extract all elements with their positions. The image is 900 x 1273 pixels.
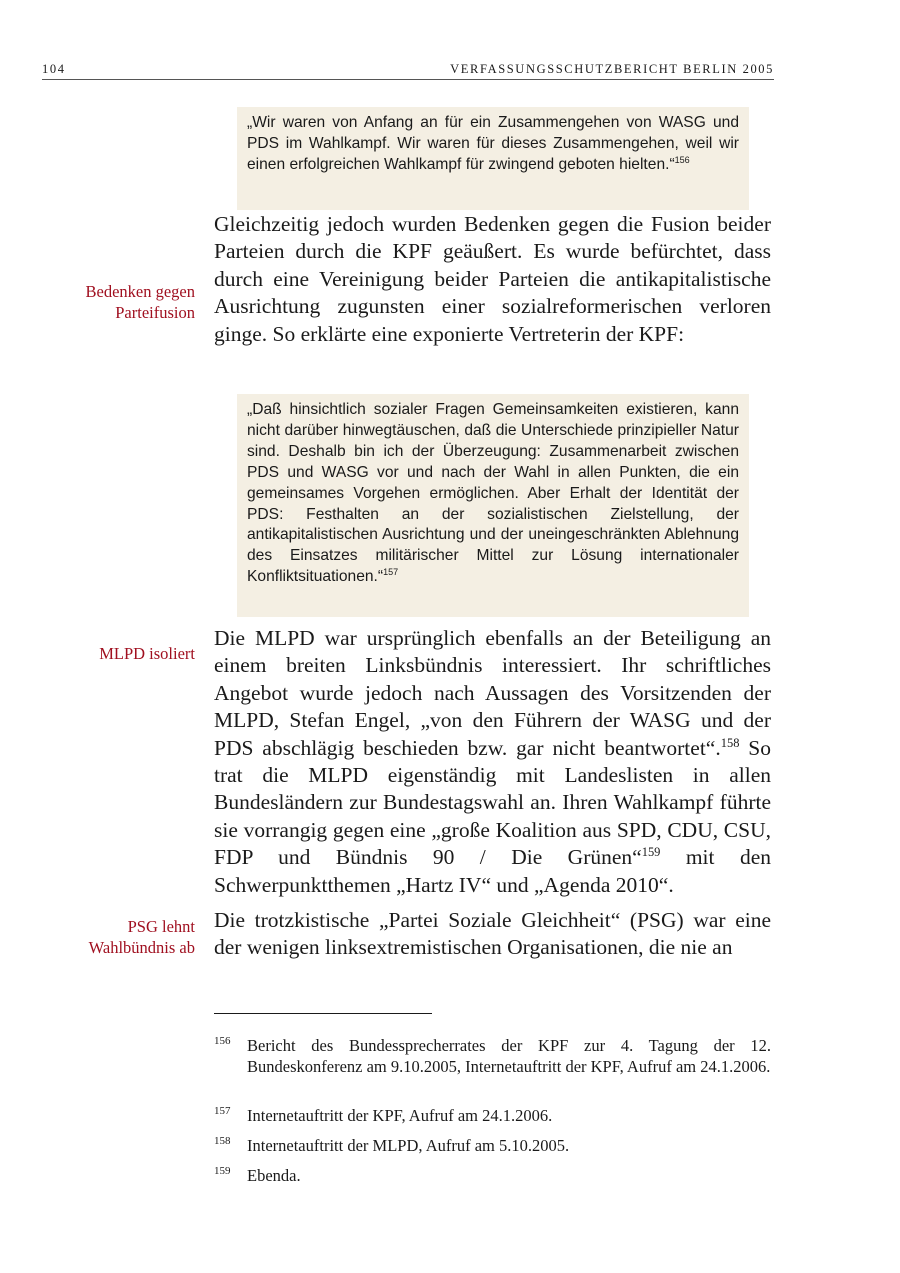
margin-note-line: Bedenken gegen	[85, 282, 195, 301]
footnote-ref[interactable]: 158	[720, 735, 740, 750]
footnote-number: 159	[214, 1165, 231, 1177]
margin-note-line: Parteifusion	[115, 302, 195, 322]
quote-text: „Daß hinsichtlich sozialer Fragen Gemeinsamkeiten existieren, kann nicht darüber hinwegtäuschen, daß die Unterschiede prinzipieller Natur sind. Deshalb bin ich der Überzeugung: Zusammenarbeit zwischen PDS und WASG vor und nach der Wahl in allen Punkten, die ein gemeinsames Vorgehen ermöglichen. Aber Erhalt der Identität der PDS: Festhalten an der sozialistischen Zielstellung, der antikapitalistischen Ausrichtung und der uneingeschränkten Ablehnung des Einsatzes militärischer Mittel zur Lösung internationaler Konfliktsituationen.“	[247, 401, 739, 586]
footnote	[214, 1106, 771, 1127]
footnote-number: 157	[214, 1105, 231, 1117]
running-header	[42, 62, 774, 80]
margin-note-line: MLPD isoliert	[99, 644, 195, 663]
quote-box	[237, 394, 749, 617]
quote-text: „Wir waren von Anfang an für ein Zusammengehen von WASG und PDS im Wahlkampf. Wir waren für dieses Zusammengehen, weil wir einen erfolgreichen Wahlkampf für zwingend geboten hielten.“	[247, 114, 739, 173]
footnote	[214, 1136, 771, 1157]
footnote-number: 156	[214, 1035, 231, 1047]
paragraph-text: mit den Schwerpunktthemen „Hartz IV“ und „Agenda 2010“.	[214, 845, 771, 897]
footnote-number: 158	[214, 1135, 231, 1147]
footnote-text: Bericht des Bundessprecherrates der KPF zur 4. Tagung der 12. Bundeskonferenz am 9.10.2005, Internetauftritt der KPF, Aufruf am 24.1.2006.	[247, 1036, 771, 1076]
footnote-ref[interactable]: 159	[641, 845, 661, 860]
footnote-divider	[214, 1013, 432, 1014]
footnote-ref[interactable]: 156	[674, 154, 690, 165]
paragraph-text: So trat die MLPD eigenständig mit Landeslisten in allen Bundesländern zur Bundestagswahl an. Ihren Wahlkampf führte sie vorrangig gegen eine „große Koalition aus SPD, CDU, CSU, FDP und Bündnis 90 / Die Grünen“	[214, 735, 771, 870]
footnote-ref[interactable]: 157	[383, 567, 399, 578]
footnote-text: Internetauftritt der KPF, Aufruf am 24.1.2006.	[247, 1106, 553, 1125]
margin-note	[25, 917, 195, 958]
body-paragraph: Die trotzkistische „Partei Soziale Gleichheit“ (PSG) war eine der wenigen linksextremistischen Organisationen, die nie an	[214, 908, 771, 960]
quote-box	[237, 107, 749, 210]
margin-note-line: PSG lehnt	[127, 917, 195, 936]
footnote-text: Ebenda.	[247, 1166, 301, 1185]
footnote-text: Internetauftritt der MLPD, Aufruf am 5.10.2005.	[247, 1136, 570, 1155]
footnote	[214, 1166, 771, 1187]
page-number: 104	[42, 62, 66, 76]
paragraph-text: Die MLPD war ursprünglich ebenfalls an der Beteiligung an einem breiten Linksbündnis interessiert. Ihr schriftliches Angebot wurde jedoch nach Aussagen des Vorsitzenden der MLPD, Stefan Engel, „von den Führern der WASG und der PDS abschlägig beschieden bzw. gar nicht beantwortet“.	[214, 626, 771, 760]
body-paragraph	[214, 625, 771, 899]
footnote	[214, 1036, 771, 1077]
margin-note-line: Wahlbündnis ab	[88, 937, 195, 957]
margin-note	[25, 282, 195, 323]
margin-note	[25, 644, 195, 665]
report-title: VERFASSUNGSSCHUTZBERICHT BERLIN 2005	[450, 62, 774, 76]
body-paragraph: Gleichzeitig jedoch wurden Bedenken gegen die Fusion beider Parteien durch die KPF geäußert. Es wurde befürchtet, dass durch eine Vereinigung beider Parteien die antikapitalistische Ausrichtung zugunsten einer sozialreformerischen verloren ginge. So erklärte eine exponierte Vertreterin der KPF:	[214, 212, 771, 346]
